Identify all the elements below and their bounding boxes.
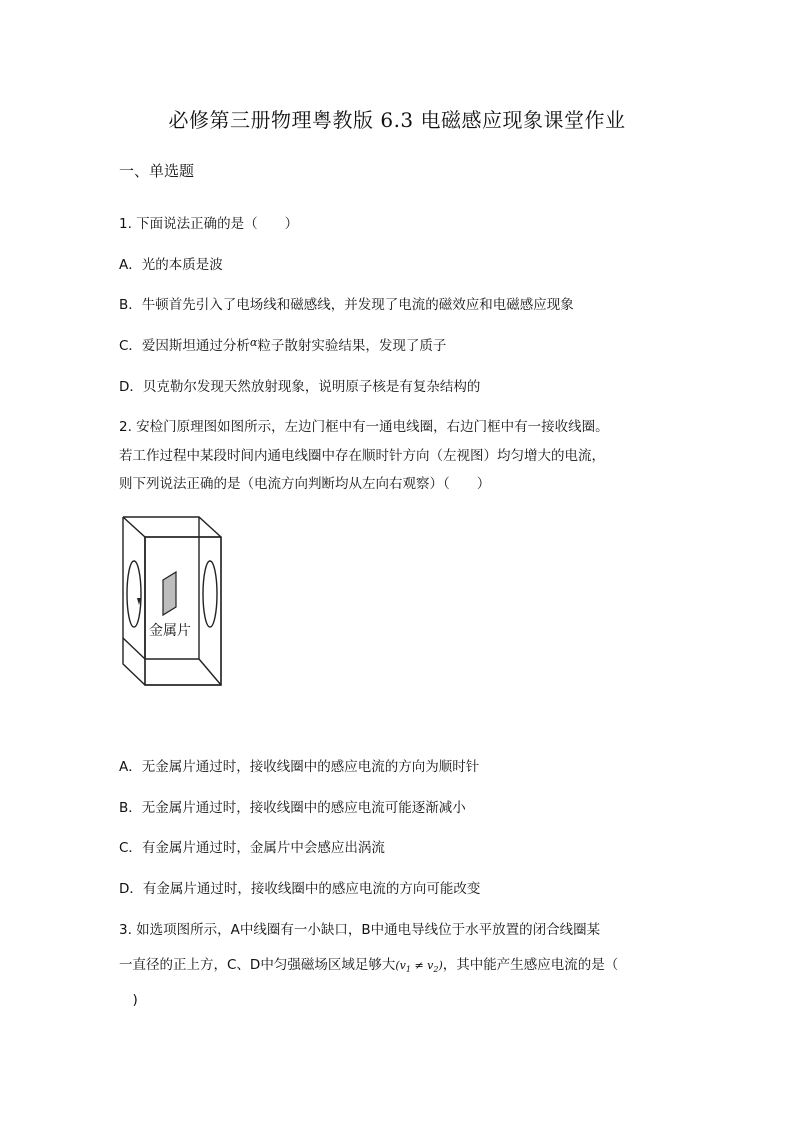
alpha-symbol: α [249,336,258,349]
v2-symbol: v [427,959,434,972]
question-1-stem: 1. 下面说法正确的是（ ） [119,216,299,232]
question-2-stem-line-3: 则下列说法正确的是（电流方向判断均从左向右观察）（ ） [119,476,491,492]
v1-symbol: v [399,959,406,972]
question-3-line-2-end: ，其中能产生感应电流的是（ [442,957,619,973]
question-1-option-d: D．贝克勒尔发现天然放射现象，说明原子核是有复杂结构的 [119,379,481,395]
question-1-option-b: B．牛顿首先引入了电场线和磁感线，并发现了电流的磁效应和电磁感应现象 [119,297,574,313]
option-c-text-rest: 粒子散射实验结果，发现了质子 [257,338,447,354]
gate-top-edge [123,517,221,537]
velocity-condition: $(v_1 \ne v_2)$ [395,959,443,975]
question-2-stem-line-2: 若工作过程中某段时间内通电线圈中存在顺时针方向（左视图）均匀增大的电流， [119,448,605,464]
question-2-option-a: A．无金属片通过时，接收线圈中的感应电流的方向为顺时针 [119,759,480,775]
gate-front-face [145,537,221,685]
question-1-option-c [119,334,446,354]
question-1-option-a: A．光的本质是波 [119,257,223,273]
option-c-text: C．爱因斯坦通过分析 [119,338,250,354]
metal-piece [163,572,176,615]
gate-inner-diag [123,638,145,659]
question-2-stem-line-1: 2. 安检门原理图如图所示，左边门框中有一通电线圈，右边门框中有一接收线圈。 [119,419,609,435]
section-heading: 一、单选题 [119,162,195,180]
question-2-option-c: C．有金属片通过时，金属片中会感应出涡流 [119,840,385,856]
question-3-line-2 [119,953,618,974]
security-gate-figure [118,512,228,687]
question-2-option-d: D．有金属片通过时，接收线圈中的感应电流的方向可能改变 [119,881,481,897]
receive-coil [203,561,217,627]
gate-top-back [123,517,221,537]
question-3-line-3: ) [119,992,138,1008]
question-2-option-b: B．无金属片通过时，接收线圈中的感应电流可能逐渐减小 [119,800,466,816]
v1-subscript: 1 [405,965,411,975]
gate-inner-diag-right [199,659,221,685]
question-3-line-2-text: 一直径的正上方，C、D中匀强磁场区域足够大 [119,957,396,973]
v2-subscript: 2 [433,965,439,975]
metal-piece-label: 金属片 [149,623,191,639]
question-3-line-1: 3. 如选项图所示，A中线圈有一小缺口，B中通电导线位于水平放置的闭合线圈某 [119,922,601,938]
transmit-coil [127,561,141,627]
not-equal-symbol: ≠ [414,959,424,972]
page-title: 必修第三册物理粤教版 6.3 电磁感应现象课堂作业 [168,108,626,132]
